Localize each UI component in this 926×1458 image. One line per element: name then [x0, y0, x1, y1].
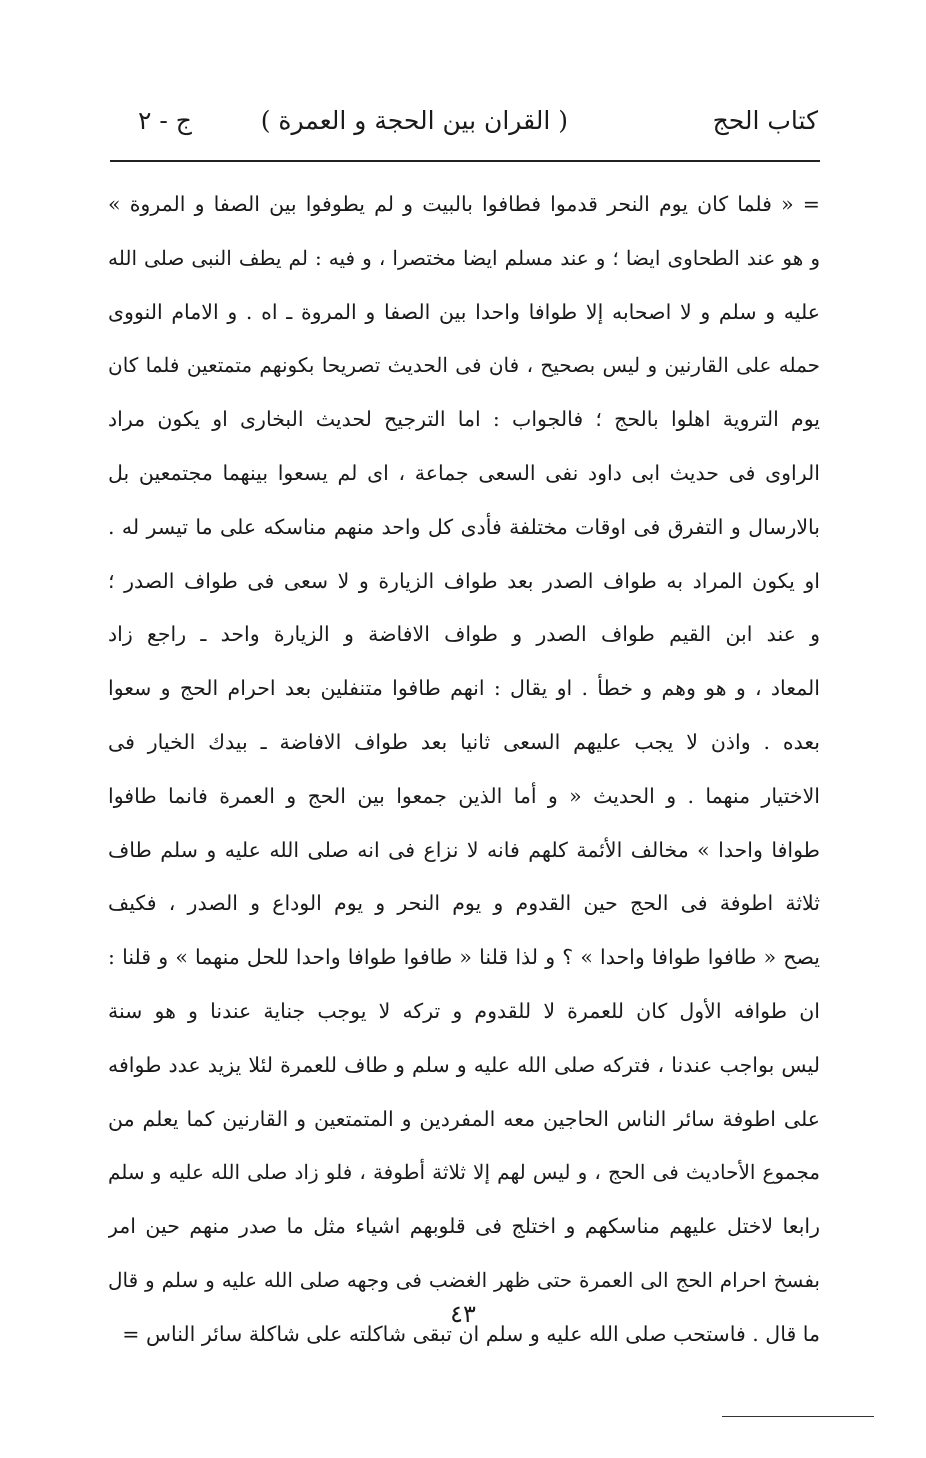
- text-line: على اطوفة سائر الناس الحاجين معه المفردين و المتمتعين و القارنين كما يعلم من: [108, 1106, 820, 1131]
- body-text: [108, 178, 820, 1362]
- text-line: مجموع الأحاديث فى الحج ، و ليس لهم إلا ثلاثة أطوفة ، فلو زاد صلى الله عليه و سلم: [108, 1160, 820, 1185]
- text-line: عليه و سلم و لا اصحابه إلا طوافا واحدا بين الصفا و المروة ـ اه . و الامام النووى: [108, 299, 820, 324]
- text-line: ان طوافه الأول كان للعمرة لا للقدوم و تركه لا يوجب جناية عندنا و هو سنة: [108, 998, 820, 1023]
- text-line: يصح « طافوا طوافا واحدا » ؟ و لذا قلنا « طافوا طوافا واحدا للحل منهما » و قلنا :: [108, 945, 820, 970]
- text-line: ما قال . فاستحب صلى الله عليه و سلم ان تبقى شاكلته على شاكلة سائر الناس =: [122, 1321, 820, 1346]
- text-line: بفسخ احرام الحج الى العمرة حتى ظهر الغضب فى وجهه صلى الله عليه و سلم و قال: [108, 1267, 820, 1292]
- text-line: و هو عند الطحاوى ايضا ؛ و عند مسلم ايضا مختصرا ، و فيه : لم يطف النبى صلى الله: [108, 245, 820, 270]
- running-header: [118, 100, 818, 160]
- chapter-title: ( القران بين الحجة و العمرة ): [260, 106, 568, 135]
- text-line: ليس بواجب عندنا ، فتركه صلى الله عليه و سلم و طاف للعمرة لئلا يزيد عدد طوافه: [108, 1052, 820, 1077]
- text-line: الراوى فى حديث ابى داود نفى السعى جماعة ، اى لم يسعوا بينهما مجتمعين بل: [108, 460, 820, 485]
- text-line: طوافا واحدا » مخالف الأئمة كلهم فانه لا نزاع فى انه صلى الله عليه و سلم طاف: [108, 837, 820, 862]
- text-line: حمله على القارنين و ليس بصحيح ، فان فى الحديث تصريحا بكونهم متمتعين فلما كان: [108, 353, 820, 378]
- text-line: بالارسال و التفرق فى اوقات مختلفة فأدى كل واحد منهم مناسكه على ما تيسر له .: [108, 514, 820, 539]
- page-number: ٤٣: [450, 1300, 476, 1328]
- text-line: و عند ابن القيم طواف الصدر و طواف الافاضة و الزيارة واحد ـ راجع زاد: [108, 622, 820, 647]
- text-line: الاختيار منهما . و الحديث « و أما الذين جمعوا بين الحج و العمرة فانما طافوا: [108, 783, 820, 808]
- volume-label: ج - ٢: [138, 106, 192, 135]
- text-line: ثلاثة اطوفة فى الحج حين القدوم و يوم النحر و يوم الوداع و الصدر ، فكيف: [108, 891, 820, 916]
- book-title: كتاب الحج: [712, 106, 818, 135]
- text-line: او يكون المراد به طواف الصدر بعد طواف الزيارة و لا سعى فى طواف الصدر ؛: [108, 568, 820, 593]
- text-line: = « فلما كان يوم النحر قدموا فطافوا بالبيت و لم يطوفوا بين الصفا و المروة »: [108, 192, 820, 216]
- header-rule: [110, 160, 820, 162]
- text-line: يوم التروية اهلوا بالحج ؛ فالجواب : اما الترجيح لحديث البخارى او يكون مراد: [108, 407, 820, 432]
- text-line: بعده . واذن لا يجب عليهم السعى ثانيا بعد طواف الافاضة ـ بيدك الخيار فى: [108, 729, 820, 754]
- footer-rule: [722, 1416, 874, 1417]
- text-line: المعاد ، و هو وهم و خطأ . او يقال : انهم طافوا متنفلين بعد احرام الحج و سعوا: [108, 676, 820, 701]
- text-line: رابعا لاختل عليهم مناسكهم و اختلج فى قلوبهم اشياء مثل ما صدر منهم حين امر: [108, 1214, 820, 1239]
